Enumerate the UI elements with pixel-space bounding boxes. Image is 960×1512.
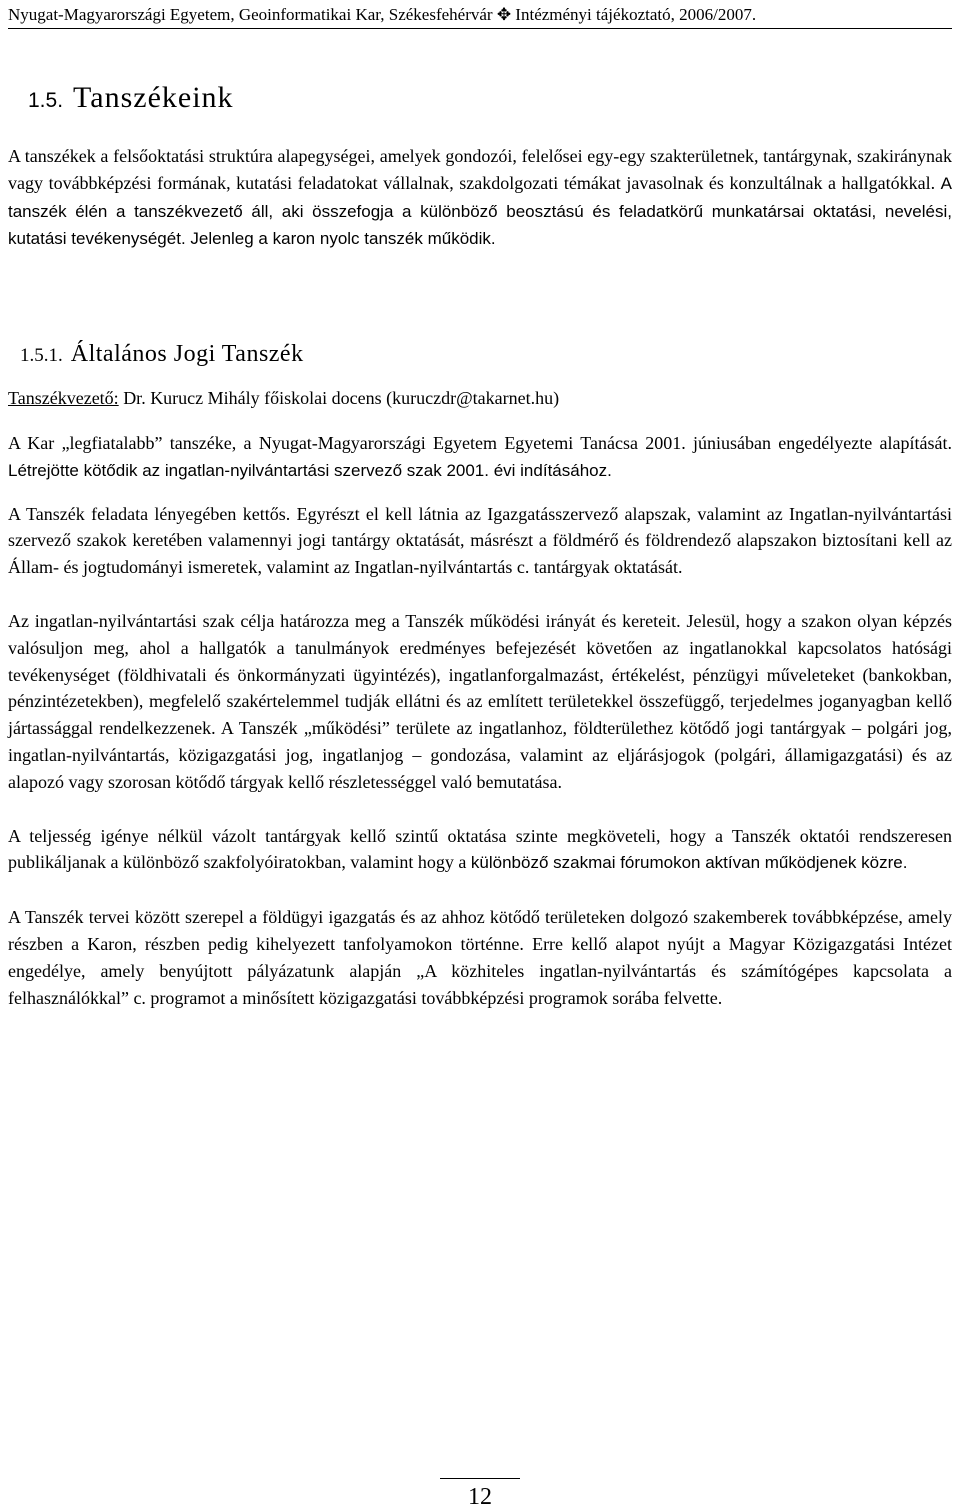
section-number: 1.5. <box>28 89 64 112</box>
running-header <box>8 4 952 29</box>
paragraph-plans-serif: A Tanszék tervei között szerepel a földügyi igazgatás és az ahhoz kötődő területeken dolgozó szakemberek továbbképzése, amely részben a Karon, részben pedig kihelyezett tanfolyamokon <box>8 907 952 954</box>
section-title: Tanszékeink <box>73 81 234 114</box>
page-number-rule <box>440 1478 520 1479</box>
paragraph-goals-rest: Jelesül, hogy a szakon olyan képzés valósuljon meg, ahol a hallgatók a tanulmányok eredményes befejezését követően az ingatlanokkal kapcsolatos hatósági tevékenységet (földhivatali és önkormányzati ügyintézés), ingatlanforgalmazást, értékelést, pénzügyi műveleteket (bankokban, pénzintézetekben), megfelelő szakértelemmel tudják ellátni és az említett területekkel összefüggő, terjedelmes joganyagban kellő jártassággal rendelkezzenek. A Tanszék „működési” területe az ingatlanhoz, földterülethez kötődő jogi tantárgyak – polgári jog, ingatlan-nyilvántartás, közigazgatási jog, ingatlanjog – gondozása, valamint az eljárásjogok (polgári, államigazgatási) és az alapozó vagy szorosan kötődő tárgyak kellő részletességgel való bemutatása. <box>8 610 953 792</box>
department-head-label: Tanszékvezető: <box>8 388 119 409</box>
paragraph-tasks-rest: Egyrészt el kell látnia az Igazgatásszervező alapszak, valamint az Ingatlan-nyilvántartási szervező szakok keretében valamennyi jogi tantárgy oktatását, másrészt a földmérő és földrendező alapszakon biztosítani kell az Állam- és jogtudományi ismeretek, valamint az Ingatlan-nyilvántartás c. tantárgyak oktatását. <box>8 503 952 578</box>
department-head-line <box>8 385 952 412</box>
paragraph-goals <box>8 608 952 796</box>
paragraph-tasks-serif: A Tanszék feladata lényegében kettős. <box>8 503 291 524</box>
page-number: 12 <box>468 1484 492 1510</box>
intro-paragraph <box>8 143 952 253</box>
paragraph-tasks <box>8 501 952 581</box>
paragraph-plans-rest: történne. Erre kellő alapot nyújt a Magyar Közigazgatási Intézet engedélye, amely benyújtott pályázatunk alapján „A közhiteles ingatlan-nyilvántartás és számítógépes kapcsolata a felhasználókkal” c. programot a minősített közigazgatási továbbképzési programok sorába felvette. <box>8 933 952 1008</box>
paragraph-founding-sans: Létrejötte kötődik az ingatlan-nyilvántartási szervező szak 2001. évi indításához. <box>8 460 612 480</box>
paragraph-founding-serif: A Kar „legfiatalabb” tanszéke, a Nyugat-Magyarországi Egyetem Egyetemi Tanácsa 2001. júniusában engedélyezte alapítását. <box>8 432 952 453</box>
intro-text-sans: A tanszék élén a tanszékvezető áll, aki összefogja a különböző beosztású és feladatkörű munkatársai oktatási, nevelési, kutatási tevékenységét. Jelenleg a karon nyolc tanszék működik. <box>8 173 952 249</box>
subsection-heading <box>20 339 952 371</box>
subsection-title: Általános Jogi Tanszék <box>70 341 304 368</box>
page-content <box>8 78 952 1011</box>
department-head-value: Dr. Kurucz Mihály főiskolai docens (kuruczdr@takarnet.hu) <box>123 388 560 409</box>
paragraph-goals-serif: Az ingatlan-nyilvántartási szak célja határozza meg a Tanszék működési irányát és kereteit. <box>8 610 681 631</box>
paragraph-publications-serif: A teljesség igénye nélkül vázolt tantárgyak kellő szintű oktatása szinte megköveteli, hogy a Tanszék oktatói rendszeresen publikáljanak a különböző szakfolyóiratokban, valamint hogy a <box>8 825 952 873</box>
paragraph-publications-sans: különböző szakmai fórumokon aktívan működjenek közre. <box>470 853 908 873</box>
paragraph-publications <box>8 823 952 878</box>
paragraph-plans <box>8 904 952 1011</box>
paragraph-founding <box>8 430 952 485</box>
subsection-number: 1.5.1. <box>20 345 63 367</box>
intro-text-serif: A tanszékek a felsőoktatási struktúra alapegységei, amelyek gondozói, felelősei egy-egy szakterületnek, tantárgynak, szakiránynak vagy továbbképzési formának, kutatási feladatokat vállalnak, szakdolgozati témákat javasolnak és konzultálnak a hallgatókkal. <box>8 146 952 193</box>
running-header-text: Nyugat-Magyarországi Egyetem, Geoinformatikai Kar, Székesfehérvár ✥ Intézményi tájékoztató, 2006/2007. <box>8 5 757 24</box>
section-heading <box>8 78 952 121</box>
